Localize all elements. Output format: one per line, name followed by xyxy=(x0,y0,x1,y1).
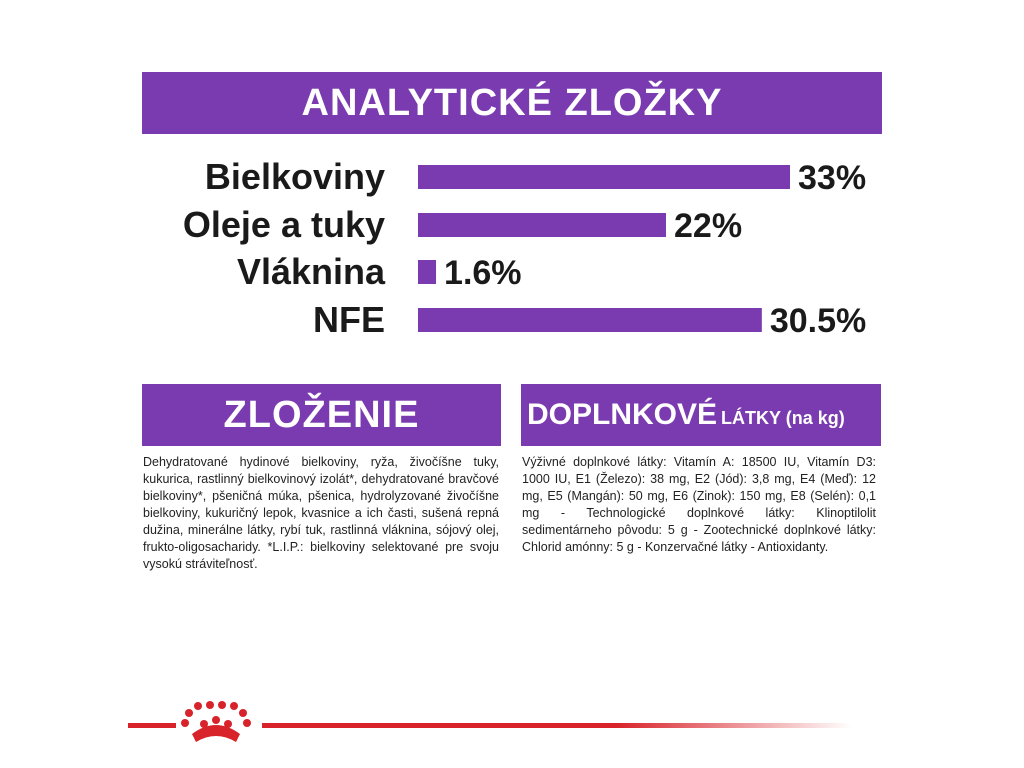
bar xyxy=(418,213,666,237)
value-label: 1.6% xyxy=(444,254,522,292)
additives-title-sub: LÁTKY (na kg) xyxy=(721,407,845,428)
footer-line-right xyxy=(262,723,852,728)
value-label: 30.5% xyxy=(769,302,867,340)
composition-text: Dehydratované hydinové bielkoviny, ryža, živočíšne tuky, kukurica, rastlinný bielkovinový izolát*, dehydratované bravčové bielkoviny*, pšeničná múka, pšenica, hydrolyzované živočíšne bielkoviny, kukuričný lepok, kvasnice a ich časti, sušená repná dužina, minerálne látky, rybí tuk, rastlinná vláknina, sójový olej, frukto-oligosacharidy. *L.I.P.: bielkoviny selektované pre svoju vysokú stráviteľnosť. xyxy=(143,455,499,571)
footer-line-left xyxy=(128,723,176,728)
bar xyxy=(418,308,762,332)
analytics-bar-chart xyxy=(0,0,1024,360)
value-label: 33% xyxy=(798,159,867,197)
crown-icon xyxy=(180,700,260,746)
additives-text: Výživné doplnkové látky: Vitamín A: 18500 IU, Vitamín D3: 1000 IU, E1 (Železo): 38 mg, E2 (Jód): 3,8 mg, E4 (Meď): 12 mg, E5 (Mangán): 50 mg, E6 (Zinok): 150 mg, E8 (Selén): 0,1 mg - Technologické doplnkové látky: Klinoptilolit sedimentárneho pôvodu: 5 g - Zootechnické doplnkové látky: Chlorid amónny: 5 g - Konzervačné látky - Antioxidanty. xyxy=(522,455,876,554)
bar xyxy=(418,165,790,189)
category-label: Oleje a tuky xyxy=(182,204,385,245)
composition-title: ZLOŽENIE xyxy=(223,393,420,436)
category-label: Bielkoviny xyxy=(204,156,385,197)
analytics-title: ANALYTICKÉ ZLOŽKY xyxy=(301,81,723,124)
value-label: 22% xyxy=(674,207,743,245)
composition-title-banner xyxy=(142,384,501,446)
additives-title-banner xyxy=(521,384,881,446)
category-label: Vláknina xyxy=(236,251,385,292)
additives-title-main: DOPLNKOVÉ xyxy=(527,398,718,431)
category-label: NFE xyxy=(313,299,385,340)
bar xyxy=(418,260,436,284)
